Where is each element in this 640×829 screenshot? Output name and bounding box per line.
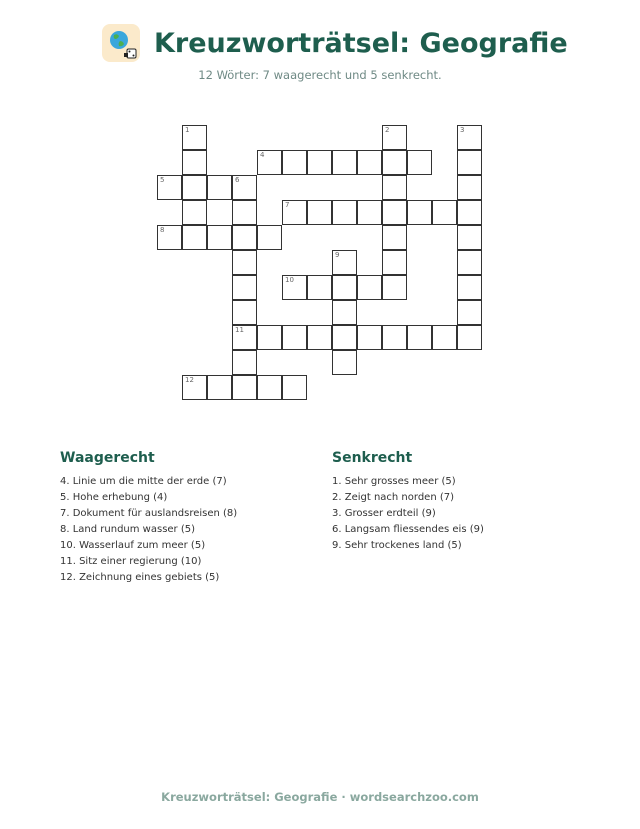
- cell-number: 12: [185, 376, 194, 384]
- grid-cell[interactable]: [257, 225, 282, 250]
- cell-number: 11: [235, 326, 244, 334]
- grid-cell[interactable]: [232, 250, 257, 275]
- grid-cell[interactable]: [182, 225, 207, 250]
- grid-cell[interactable]: [457, 275, 482, 300]
- page-title: Kreuzworträtsel: Geografie: [154, 28, 568, 59]
- across-heading: Waagerecht: [60, 450, 155, 466]
- grid-cell[interactable]: [307, 275, 332, 300]
- grid-cell[interactable]: [232, 200, 257, 225]
- cell-number: 8: [160, 226, 165, 234]
- grid-cell[interactable]: [382, 225, 407, 250]
- grid-cell[interactable]: [457, 175, 482, 200]
- grid-cell[interactable]: [457, 150, 482, 175]
- down-clues: [332, 450, 592, 554]
- grid-cell[interactable]: [457, 300, 482, 325]
- grid-cell[interactable]: [357, 325, 382, 350]
- grid-cell[interactable]: [457, 250, 482, 275]
- grid-cell[interactable]: [332, 350, 357, 375]
- grid-cell[interactable]: [307, 150, 332, 175]
- grid-cell[interactable]: [357, 150, 382, 175]
- page-footer: Kreuzworträtsel: Geografie · wordsearchzoo.com: [161, 790, 479, 804]
- grid-cell[interactable]: [357, 200, 382, 225]
- grid-cell[interactable]: [232, 225, 257, 250]
- grid-cell[interactable]: [382, 325, 407, 350]
- grid-cell[interactable]: [182, 175, 207, 200]
- across-clues: [60, 450, 320, 586]
- grid-cell[interactable]: [382, 200, 407, 225]
- grid-cell[interactable]: [332, 325, 357, 350]
- grid-cell[interactable]: [232, 175, 257, 200]
- down-clue-list: [332, 474, 592, 554]
- cell-number: 10: [285, 276, 294, 284]
- grid-cell[interactable]: [282, 150, 307, 175]
- grid-cell[interactable]: [232, 350, 257, 375]
- grid-cell[interactable]: [182, 150, 207, 175]
- cell-number: 2: [385, 126, 390, 134]
- grid-cell[interactable]: [407, 200, 432, 225]
- grid-cell[interactable]: [382, 175, 407, 200]
- grid-cell[interactable]: [232, 275, 257, 300]
- grid-cell[interactable]: [157, 175, 182, 200]
- across-clue: 4. Linie um die mitte der erde (7): [60, 476, 227, 487]
- grid-cell[interactable]: [182, 125, 207, 150]
- grid-cell[interactable]: [282, 275, 307, 300]
- cell-number: 7: [285, 201, 290, 209]
- grid-cell[interactable]: [457, 325, 482, 350]
- down-clue: 3. Grosser erdteil (9): [332, 508, 436, 519]
- grid-cell[interactable]: [407, 325, 432, 350]
- across-clue-list: [60, 474, 320, 586]
- grid-cell[interactable]: [257, 325, 282, 350]
- grid-cell[interactable]: [182, 375, 207, 400]
- grid-cell[interactable]: [432, 325, 457, 350]
- grid-cell[interactable]: [382, 150, 407, 175]
- grid-cell[interactable]: [457, 225, 482, 250]
- across-clue: 10. Wasserlauf zum meer (5): [60, 540, 206, 551]
- grid-cell[interactable]: [382, 125, 407, 150]
- grid-cell[interactable]: [182, 200, 207, 225]
- down-heading: Senkrecht: [332, 450, 413, 466]
- cell-number: 1: [185, 126, 190, 134]
- grid-cell[interactable]: [332, 275, 357, 300]
- across-clue: 11. Sitz einer regierung (10): [60, 556, 202, 567]
- grid-cell[interactable]: [282, 325, 307, 350]
- grid-cell[interactable]: [457, 200, 482, 225]
- cell-number: 9: [335, 251, 340, 259]
- down-clue: 6. Langsam fliessendes eis (9): [332, 524, 484, 535]
- grid-cell[interactable]: [332, 300, 357, 325]
- across-clue: 5. Hohe erhebung (4): [60, 492, 168, 503]
- grid-cell[interactable]: [232, 300, 257, 325]
- grid-cell[interactable]: [307, 200, 332, 225]
- grid-cell[interactable]: [332, 150, 357, 175]
- grid-cell[interactable]: [232, 325, 257, 350]
- down-clue: 1. Sehr grosses meer (5): [332, 476, 456, 487]
- cell-number: 3: [460, 126, 465, 134]
- grid-cell[interactable]: [282, 200, 307, 225]
- grid-cell[interactable]: [332, 200, 357, 225]
- grid-cell[interactable]: [207, 375, 232, 400]
- grid-cell[interactable]: [207, 225, 232, 250]
- grid-cell[interactable]: [307, 325, 332, 350]
- grid-cell[interactable]: [257, 375, 282, 400]
- grid-cell[interactable]: [282, 375, 307, 400]
- grid-cell[interactable]: [457, 125, 482, 150]
- across-clue: 8. Land rundum wasser (5): [60, 524, 196, 535]
- grid-cell[interactable]: [407, 150, 432, 175]
- grid-cell[interactable]: [232, 375, 257, 400]
- grid-cell[interactable]: [382, 275, 407, 300]
- grid-cell[interactable]: [332, 250, 357, 275]
- grid-cell[interactable]: [157, 225, 182, 250]
- page-subtitle: 12 Wörter: 7 waagerecht und 5 senkrecht.: [198, 68, 442, 82]
- across-clue: 7. Dokument für auslandsreisen (8): [60, 508, 238, 519]
- grid-cell[interactable]: [257, 150, 282, 175]
- cell-number: 5: [160, 176, 165, 184]
- down-clue: 9. Sehr trockenes land (5): [332, 540, 462, 551]
- down-clue: 2. Zeigt nach norden (7): [332, 492, 455, 503]
- cell-number: 6: [235, 176, 240, 184]
- cell-number: 4: [260, 151, 265, 159]
- across-clue: 12. Zeichnung eines gebiets (5): [60, 572, 220, 583]
- grid-cell[interactable]: [357, 275, 382, 300]
- grid-cell[interactable]: [382, 250, 407, 275]
- grid-cell[interactable]: [432, 200, 457, 225]
- grid-cell[interactable]: [207, 175, 232, 200]
